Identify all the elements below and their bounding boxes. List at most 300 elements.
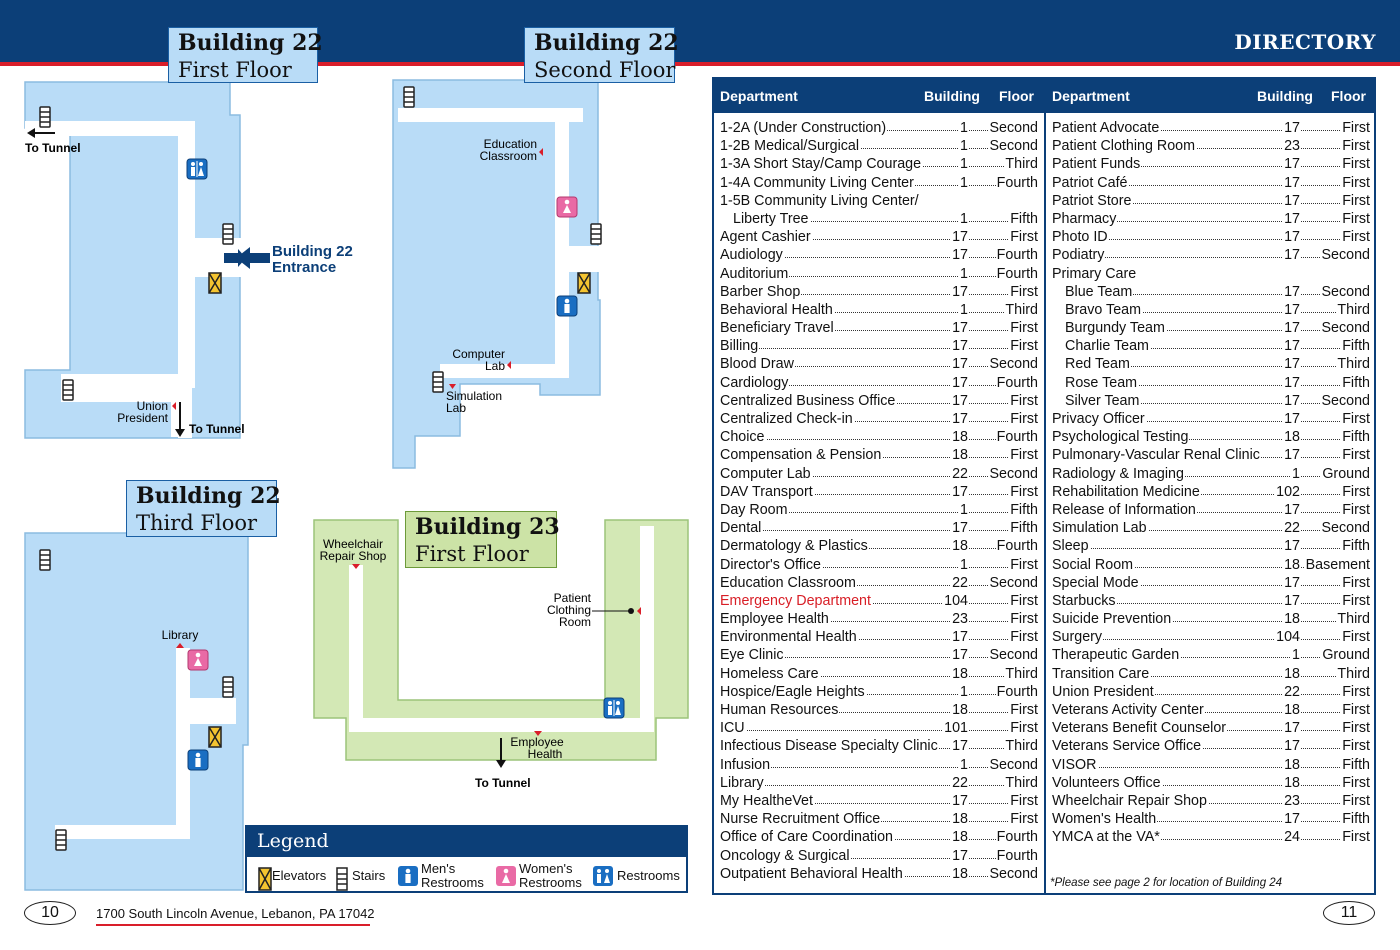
entrance-label: Building 22 Entrance	[272, 243, 353, 276]
department-name: Veterans Activity Center	[1052, 702, 1204, 718]
building-number: 24	[1284, 829, 1300, 846]
department-name: Dental	[720, 520, 762, 537]
directory-row	[720, 810, 1038, 828]
directory-row	[1052, 792, 1370, 810]
floor-value: Third	[1337, 611, 1370, 628]
department-name: Centralized Check-in	[720, 411, 853, 427]
directory-row	[720, 355, 1038, 373]
address: 1700 South Lincoln Avenue, Lebanon, PA 17042	[96, 906, 375, 921]
building-number: 17	[1284, 356, 1300, 373]
department-name: Burgundy Team	[1052, 319, 1166, 337]
department-name: Employee Health	[720, 611, 829, 628]
department-name: Patriot Café	[1052, 174, 1128, 191]
leader-dots	[1052, 548, 1370, 549]
department-name: Environmental Health	[720, 629, 857, 646]
floor-value: Second	[989, 465, 1038, 482]
b22-third-floor-map	[25, 533, 248, 890]
b22-second-floor-plate	[524, 27, 679, 83]
floor-value: First	[1342, 829, 1370, 846]
department-name: Audiology	[720, 247, 783, 264]
directory-row	[1052, 392, 1370, 410]
department-name: Psychological Testing	[1052, 429, 1189, 446]
directory-row	[720, 774, 1038, 792]
building-number: 22	[1284, 683, 1300, 700]
building-number: 22	[952, 465, 968, 482]
floor-value: First	[1342, 411, 1370, 427]
building-number: 104	[1276, 629, 1300, 646]
mens-restroom-icon	[397, 865, 419, 887]
floor-value: Second	[1321, 320, 1370, 337]
directory-table	[712, 77, 1376, 895]
directory-right-column	[1052, 119, 1370, 847]
floor-value: First	[1342, 120, 1370, 136]
directory-row	[720, 410, 1038, 428]
department-name: Bravo Team	[1052, 301, 1142, 319]
directory-row	[720, 483, 1038, 501]
floor-value: Third	[1337, 665, 1370, 682]
floor-name: Second Floor	[534, 58, 676, 82]
col-department: Department	[720, 88, 798, 104]
floor-value: Second	[989, 865, 1038, 882]
floor-value: First	[1010, 283, 1038, 300]
col-building: Building	[924, 88, 980, 104]
directory-row	[720, 155, 1038, 173]
department-name: Nurse Recruitment Office	[720, 811, 881, 828]
floor-value: Fourth	[996, 247, 1038, 264]
floor-value: First	[1342, 174, 1370, 191]
floor-value: First	[1342, 210, 1370, 227]
legend-restrooms: Restrooms	[617, 868, 680, 883]
building-number: 22	[952, 574, 968, 591]
leader-dots	[720, 348, 1038, 349]
department-name: Simulation Lab	[1052, 520, 1147, 537]
building-number: 1	[960, 501, 968, 518]
department-name: Billing	[720, 338, 759, 355]
department-name: Union President	[1052, 683, 1154, 700]
directory-title: DIRECTORY	[1234, 30, 1376, 54]
leader-dots	[720, 730, 1038, 731]
floor-value: Fifth	[1010, 210, 1038, 227]
floor-value: Fifth	[1342, 538, 1370, 555]
department-name: Outpatient Behavioral Health	[720, 865, 903, 882]
building-number: 17	[952, 520, 968, 537]
floor-value: Fifth	[1342, 756, 1370, 773]
legend	[245, 825, 688, 893]
legend-womens: Women's Restrooms	[519, 861, 582, 890]
department-name: Cardiology	[720, 374, 789, 391]
building-number: 23	[1284, 138, 1300, 155]
building-number: 17	[952, 738, 968, 755]
directory-row	[1052, 756, 1370, 774]
department-name: Agent Cashier	[720, 229, 811, 246]
building-number: 17	[952, 792, 968, 809]
floor-value: First	[1010, 229, 1038, 246]
department-name: Centralized Business Office	[720, 392, 896, 409]
floor-value: Second	[1321, 283, 1370, 300]
directory-row	[1052, 428, 1370, 446]
floor-value: Fifth	[1342, 811, 1370, 828]
floor-value: First	[1010, 811, 1038, 828]
building-number: 1	[960, 265, 968, 282]
womens-restroom-icon	[557, 197, 577, 217]
leader-dots	[1052, 767, 1370, 768]
building-number: 17	[1284, 538, 1300, 555]
floor-value: First	[1342, 192, 1370, 209]
directory-row	[720, 210, 1038, 228]
directory-row	[1052, 501, 1370, 519]
floor-value: Fourth	[996, 683, 1038, 700]
department-name: My HealtheVet	[720, 792, 813, 809]
directory-row	[720, 519, 1038, 537]
department-name: Patriot Store	[1052, 192, 1132, 209]
department-name: Blood Draw	[720, 356, 794, 373]
directory-row	[1052, 446, 1370, 464]
floor-value: First	[1010, 720, 1038, 737]
directory-row	[720, 865, 1038, 883]
restroom-icon	[187, 159, 207, 179]
department-name: 1-4A Community Living Center	[720, 174, 914, 191]
building-number: 1	[960, 120, 968, 136]
building-number: 18	[1284, 756, 1300, 773]
directory-row	[720, 537, 1038, 555]
floor-value: Second	[1321, 520, 1370, 537]
floor-value: First	[1342, 574, 1370, 591]
department-name: Pulmonary-Vascular Renal Clinic	[1052, 447, 1260, 464]
floor-value: Fourth	[996, 174, 1038, 191]
floor-value: Fourth	[996, 538, 1038, 555]
stairs-icon	[433, 372, 443, 392]
floor-value: Second	[1321, 392, 1370, 409]
department-name: ICU	[720, 720, 745, 737]
building-number: 18	[1284, 611, 1300, 628]
department-name: Charlie Team	[1052, 337, 1150, 355]
building-number: 17	[952, 229, 968, 246]
leader-dots	[720, 785, 1038, 786]
to-tunnel-label: To Tunnel	[189, 422, 245, 436]
b22-first-floor-plate	[168, 27, 323, 83]
directory-row	[1052, 556, 1370, 574]
department-name: Release of Information	[1052, 501, 1196, 518]
directory-row	[720, 174, 1038, 192]
building-number: 22	[952, 774, 968, 791]
directory-row	[1052, 374, 1370, 392]
directory-row	[720, 756, 1038, 774]
department-name: DAV Transport	[720, 483, 813, 500]
leader-dots	[720, 530, 1038, 531]
stairs-icon	[63, 380, 73, 400]
building-number: 17	[952, 320, 968, 337]
department-name: 1-2A (Under Construction)	[720, 120, 887, 136]
building-number: 1	[960, 301, 968, 318]
building-number: 17	[1284, 301, 1300, 318]
department-name: Silver Team	[1052, 392, 1140, 410]
building-number: 17	[952, 392, 968, 409]
floor-value: First	[1342, 156, 1370, 173]
department-name: Barber Shop	[720, 283, 801, 300]
floor-value: First	[1010, 392, 1038, 409]
department-name: Beneficiary Travel	[720, 320, 834, 337]
floor-value: Fourth	[996, 847, 1038, 864]
footnote: *Please see page 2 for location of Building 24	[1050, 877, 1283, 889]
floor-value: First	[1010, 411, 1038, 427]
floor-value: First	[1342, 501, 1370, 518]
floor-value: First	[1010, 592, 1038, 609]
floor-value: Third	[1005, 156, 1038, 173]
building-number: 23	[952, 611, 968, 628]
department-name: Wheelchair Repair Shop	[1052, 792, 1207, 809]
stairs-icon	[404, 87, 414, 107]
building-number: 1	[960, 756, 968, 773]
elevator-icon	[209, 727, 221, 747]
directory-row	[720, 737, 1038, 755]
building-number: 18	[1284, 702, 1300, 718]
floor-name: Third Floor	[136, 511, 258, 535]
column-divider	[1044, 113, 1046, 893]
stairs-icon	[56, 830, 66, 850]
floor-value: Second	[989, 120, 1038, 136]
building-number: 17	[1284, 156, 1300, 173]
building-name: Building 22	[136, 483, 281, 509]
building-number: 17	[1284, 738, 1300, 755]
b22-third-floor-plate	[126, 480, 281, 537]
department-name: Liberty Tree	[720, 210, 810, 228]
department-name: Podiatry	[1052, 247, 1105, 264]
elevator-icon	[257, 867, 273, 891]
building-number: 1	[960, 210, 968, 227]
floor-value: First	[1342, 792, 1370, 809]
stairs-icon	[591, 224, 601, 244]
floor-value: Third	[1005, 774, 1038, 791]
department-name: Patient Advocate	[1052, 120, 1160, 136]
building-number: 17	[1284, 320, 1300, 337]
legend-mens: Men's Restrooms	[421, 861, 484, 890]
building-number: 17	[952, 283, 968, 300]
department-name: 1-2B Medical/Surgical	[720, 138, 860, 155]
directory-row	[720, 719, 1038, 737]
stairs-icon	[335, 867, 349, 891]
directory-header	[714, 79, 1374, 113]
floor-value: Fifth	[1342, 338, 1370, 355]
department-name: Choice	[720, 429, 765, 446]
directory-row	[720, 446, 1038, 464]
directory-row	[1052, 319, 1370, 337]
restroom-icon	[592, 865, 614, 887]
address-underline	[96, 924, 370, 926]
building-number: 17	[1284, 720, 1300, 737]
directory-row	[1052, 537, 1370, 555]
department-name: Rose Team	[1052, 374, 1138, 392]
department-name: Surgery	[1052, 629, 1103, 646]
library-label: Library	[161, 628, 199, 642]
floor-value: Second	[1321, 247, 1370, 264]
building-name: Building 22	[534, 30, 679, 56]
department-name: Social Room	[1052, 556, 1134, 573]
directory-row	[720, 392, 1038, 410]
floor-value: Fifth	[1010, 520, 1038, 537]
floor-value: Third	[1005, 738, 1038, 755]
directory-row	[720, 683, 1038, 701]
department-name: Human Resources	[720, 702, 839, 718]
directory-row	[1052, 465, 1370, 483]
floor-value: Fourth	[996, 429, 1038, 446]
floor-value: Fourth	[996, 829, 1038, 846]
building-number: 17	[952, 247, 968, 264]
directory-row	[720, 828, 1038, 846]
building-number: 17	[1284, 392, 1300, 409]
floor-value: Second	[989, 138, 1038, 155]
directory-row	[720, 374, 1038, 392]
department-name: Volunteers Office	[1052, 774, 1161, 791]
building-number: 17	[952, 629, 968, 646]
directory-row	[720, 628, 1038, 646]
directory-row	[1052, 592, 1370, 610]
building-number: 18	[952, 865, 968, 882]
directory-row	[1052, 337, 1370, 355]
building-number: 17	[1284, 174, 1300, 191]
directory-row	[1052, 283, 1370, 301]
floor-value: Second	[989, 574, 1038, 591]
union-president-label: Union President	[117, 399, 168, 425]
floor-value: Ground	[1322, 465, 1370, 482]
department-name: Oncology & Surgical	[720, 847, 850, 864]
department-name: Radiology & Imaging	[1052, 465, 1184, 482]
directory-row	[720, 646, 1038, 664]
stairs-icon	[40, 107, 50, 127]
legend-title: Legend	[247, 827, 686, 857]
building-number: 1	[960, 174, 968, 191]
floor-value: Fifth	[1342, 374, 1370, 391]
floor-value: First	[1010, 483, 1038, 500]
to-tunnel-label: To Tunnel	[25, 141, 81, 155]
leader-dots	[720, 439, 1038, 440]
directory-row	[720, 465, 1038, 483]
department-name: Computer Lab	[720, 465, 811, 482]
directory-row	[1052, 265, 1370, 283]
directory-row	[1052, 610, 1370, 628]
directory-left-column	[720, 119, 1038, 883]
department-name: Day Room	[720, 501, 788, 518]
to-tunnel-label: To Tunnel	[475, 776, 531, 790]
directory-row	[1052, 174, 1370, 192]
building-number: 17	[1284, 338, 1300, 355]
building-number: 18	[1284, 665, 1300, 682]
directory-row	[1052, 574, 1370, 592]
directory-row	[1052, 628, 1370, 646]
building-number: 17	[1284, 592, 1300, 609]
directory-row	[1052, 737, 1370, 755]
directory-row	[1052, 228, 1370, 246]
directory-row	[720, 665, 1038, 683]
directory-row	[1052, 355, 1370, 373]
floor-value: Fifth	[1010, 501, 1038, 518]
b23-first-floor-plate	[405, 511, 560, 568]
floor-value: First	[1342, 483, 1370, 500]
department-name: Pharmacy	[1052, 210, 1117, 227]
floor-value: First	[1342, 702, 1370, 718]
building-number: 1	[960, 556, 968, 573]
building-number: 17	[952, 483, 968, 500]
page-number-left: 10	[24, 901, 76, 925]
department-name: Privacy Officer	[1052, 411, 1145, 427]
directory-row	[720, 283, 1038, 301]
department-name: Office of Care Coordination	[720, 829, 893, 846]
floor-value: Second	[989, 356, 1038, 373]
department-name: Sleep	[1052, 538, 1089, 555]
department-name: Eye Clinic	[720, 647, 784, 664]
directory-row	[720, 192, 1038, 210]
directory-row	[1052, 519, 1370, 537]
directory-row	[1052, 192, 1370, 210]
department-name: Behavioral Health	[720, 301, 833, 318]
department-name: Hospice/Eagle Heights	[720, 683, 865, 700]
directory-row	[1052, 665, 1370, 683]
building-number: 17	[952, 847, 968, 864]
simulation-lab-label: Simulation Lab	[446, 389, 503, 415]
building-number: 23	[1284, 792, 1300, 809]
floor-name: First Floor	[415, 542, 529, 566]
stairs-icon	[223, 677, 233, 697]
floor-value: First	[1010, 556, 1038, 573]
building-number: 17	[1284, 411, 1300, 427]
computer-lab-label: Computer Lab	[452, 347, 505, 373]
building-number: 18	[952, 429, 968, 446]
building-number: 17	[1284, 283, 1300, 300]
directory-row	[720, 610, 1038, 628]
directory-row	[1052, 719, 1370, 737]
elevator-icon	[209, 273, 221, 293]
b22-first-floor-map	[25, 82, 353, 438]
floor-value: Ground	[1322, 647, 1370, 664]
department-name: Special Mode	[1052, 574, 1139, 591]
floor-value: Third	[1005, 301, 1038, 318]
floor-value: First	[1010, 629, 1038, 646]
directory-row	[720, 428, 1038, 446]
directory-row	[1052, 701, 1370, 719]
directory-row	[720, 246, 1038, 264]
legend-elevators: Elevators	[272, 868, 327, 883]
building-number: 17	[1284, 447, 1300, 464]
department-name: Primary Care	[1052, 265, 1137, 282]
building-number: 17	[1284, 120, 1300, 136]
womens-restroom-icon	[495, 865, 517, 887]
department-name: Emergency Department	[720, 592, 871, 609]
department-name: Education Classroom	[720, 574, 856, 591]
floor-value: Second	[989, 756, 1038, 773]
directory-row	[1052, 246, 1370, 264]
building-number: 17	[952, 338, 968, 355]
directory-row	[1052, 137, 1370, 155]
womens-restroom-icon	[188, 650, 208, 670]
mens-restroom-icon	[557, 296, 577, 316]
building-number: 1	[960, 683, 968, 700]
department-name: Transition Care	[1052, 665, 1150, 682]
floor-name: First Floor	[178, 58, 292, 82]
floor-plans	[0, 0, 700, 900]
building-number: 18	[1284, 429, 1300, 446]
department-name: 1-5B Community Living Center/	[720, 192, 919, 209]
department-name: Suicide Prevention	[1052, 611, 1172, 628]
directory-row	[720, 701, 1038, 719]
department-name: Compensation & Pension	[720, 447, 882, 464]
stairs-icon	[223, 224, 233, 244]
building-number: 1	[1292, 647, 1300, 664]
stairs-icon	[40, 550, 50, 570]
directory-row	[720, 301, 1038, 319]
floor-value: First	[1010, 792, 1038, 809]
building-number: 17	[952, 411, 968, 427]
directory-row	[720, 847, 1038, 865]
legend-stairs: Stairs	[352, 868, 386, 883]
